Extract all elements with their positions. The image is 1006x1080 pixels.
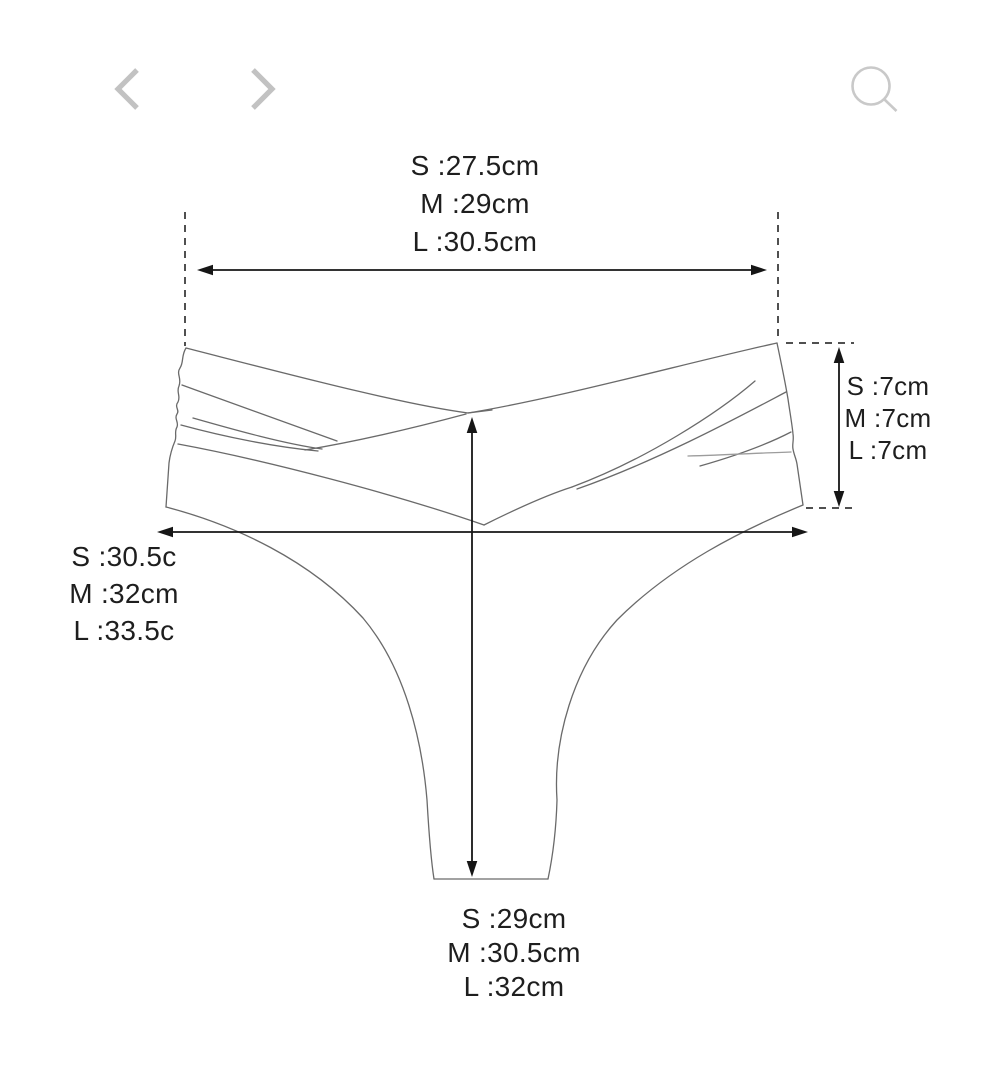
measurement-line: S :27.5cm [410, 150, 540, 181]
measurement-line: S :7cm [846, 371, 930, 401]
garment-outline [166, 343, 803, 879]
measurement-line: M :7cm [844, 403, 932, 433]
left-outer-edge [166, 348, 186, 507]
dimension-arrows [157, 265, 844, 877]
center-length-arrow [467, 417, 478, 877]
measurement-line: L :30.5cm [412, 226, 538, 257]
left-fold-line-3 [181, 425, 318, 451]
side-height-arrow [834, 347, 845, 507]
measurement-line: M :29cm [420, 188, 530, 219]
right-fold-line-2 [577, 392, 786, 489]
hip-width-labels [69, 538, 178, 649]
left-fold-line-1 [182, 385, 337, 441]
measurement-line: L :33.5c [73, 615, 175, 646]
right-fold-line-light [688, 452, 791, 456]
hip-width-arrow [157, 527, 808, 538]
center-v-right-edge [484, 487, 572, 525]
right-fold-line-1 [572, 381, 755, 487]
measurement-line: S :29cm [461, 903, 567, 934]
center-length-labels [447, 902, 580, 1004]
measurement-line: L :7cm [848, 435, 928, 465]
measurement-line: M :30.5cm [447, 937, 581, 968]
measurement-line: L :32cm [463, 971, 565, 1002]
measurement-line: S :30.5c [71, 541, 177, 572]
side-height-labels [844, 370, 931, 466]
left-band-lower-edge [178, 444, 484, 525]
waistband-top-edge-right [468, 343, 777, 413]
right-outer-edge [777, 343, 803, 505]
top-width-arrow [197, 265, 767, 276]
crossover-seam [305, 414, 466, 450]
measurement-line: M :32cm [69, 578, 179, 609]
waistband-top-edge-left [186, 348, 468, 413]
right-leg-curve [548, 505, 803, 879]
right-fold-line-3 [700, 432, 791, 466]
left-leg-curve [166, 507, 434, 879]
top-width-labels [411, 147, 540, 261]
